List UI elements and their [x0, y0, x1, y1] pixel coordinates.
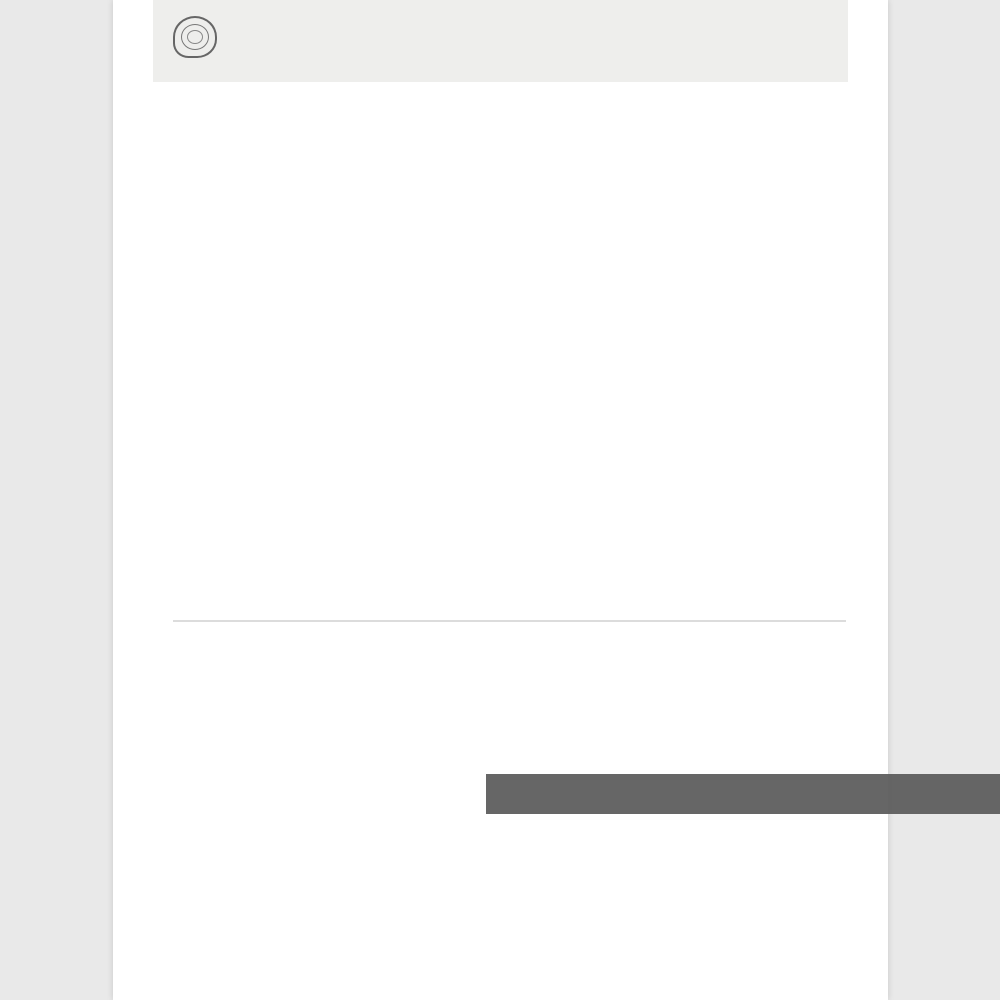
prescription-labels [153, 185, 846, 305]
brain-head-icon [173, 16, 217, 58]
section-divider [173, 620, 846, 622]
document-page [113, 0, 888, 1000]
copyright-watermark [486, 774, 1000, 814]
header-banner [153, 0, 848, 82]
neuro-fast-logo [167, 14, 227, 74]
